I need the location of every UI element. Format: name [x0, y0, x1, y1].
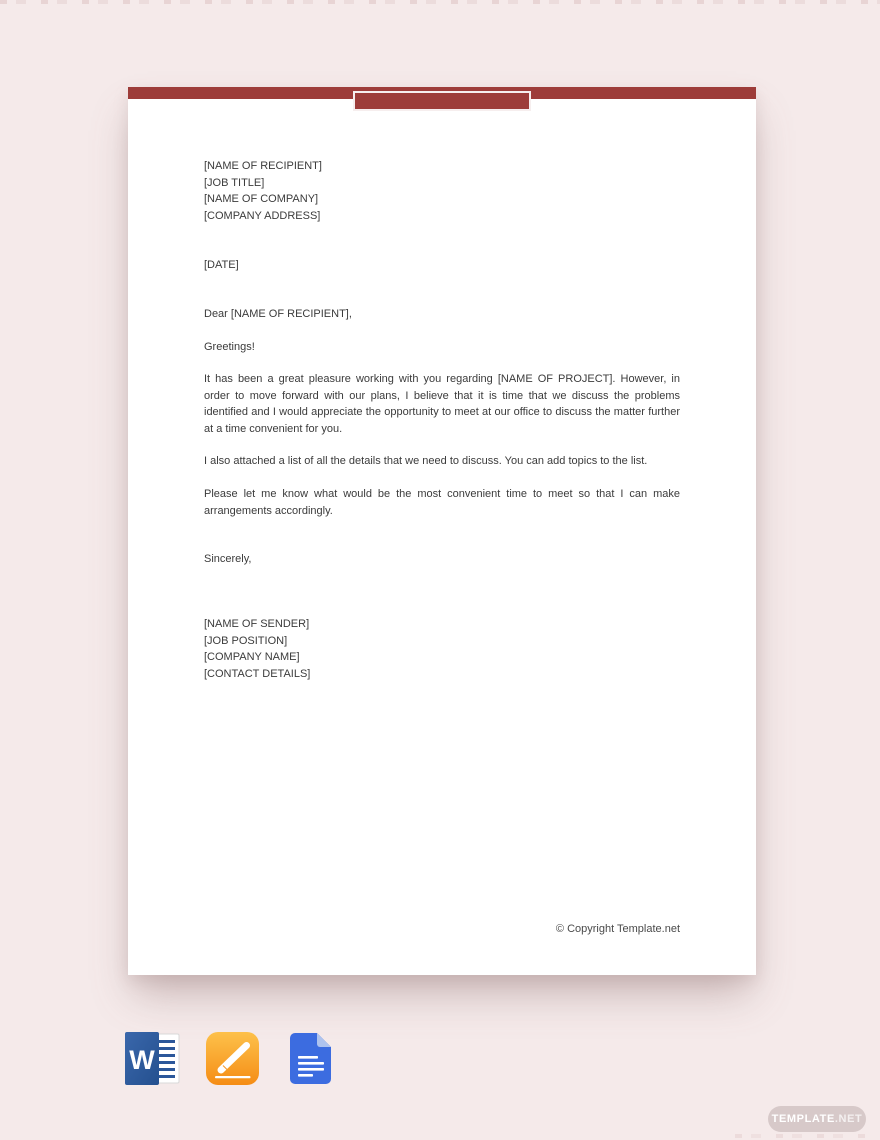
recipient-company-address-line: [COMPANY ADDRESS]	[204, 209, 321, 222]
letter-body	[128, 87, 756, 975]
recipient-address-block	[204, 158, 680, 224]
google-docs-icon[interactable]	[286, 1032, 336, 1085]
apple-pages-icon[interactable]	[206, 1032, 259, 1085]
cropped-text-remnant-top	[0, 0, 880, 4]
watermark-rest-text: .NET	[834, 1113, 863, 1125]
letter-page	[128, 87, 756, 975]
sender-company-line: [COMPANY NAME]	[204, 651, 300, 663]
body-paragraph-1: It has been a great pleasure working with you regarding [NAME OF PROJECT]. However, in order to move forward with our plans, I believe that it is time that we discuss the problems identified and I would appreciate the opportunity to meet at our office to discuss the matter further at a time convenient for you.	[204, 373, 680, 435]
closing-line: Sincerely,	[204, 553, 252, 565]
sender-name-line: [NAME OF SENDER]	[204, 618, 310, 630]
copyright-notice: © Copyright Template.net	[555, 923, 680, 935]
body-paragraph-2: I also attached a list of all the details that we need to discuss. You can add topics to the list.	[204, 455, 648, 467]
date-line: [DATE]	[204, 259, 239, 271]
watermark-bold-text: TEMPLATE	[771, 1113, 835, 1125]
recipient-job-title-line: [JOB TITLE]	[204, 176, 265, 189]
body-paragraph-3: Please let me know what would be the most convenient time to meet so that I can make arrangements accordingly.	[204, 488, 680, 517]
sender-signature-block	[204, 616, 680, 682]
ms-word-letter: W	[129, 1045, 155, 1075]
greeting-line: Greetings!	[204, 341, 255, 353]
file-format-icons-row	[125, 1032, 336, 1085]
salutation-line: Dear [NAME OF RECIPIENT],	[204, 308, 352, 320]
google-docs-icon-graphic	[286, 1032, 336, 1085]
sender-job-position-line: [JOB POSITION]	[204, 634, 288, 647]
apple-pages-icon-graphic	[206, 1032, 259, 1085]
template-net-watermark-badge	[768, 1106, 866, 1132]
ms-word-icon[interactable]	[125, 1032, 181, 1085]
cropped-text-remnant-bottom	[735, 1134, 865, 1138]
recipient-name-line: [NAME OF RECIPIENT]	[204, 160, 322, 172]
sender-contact-details-line: [CONTACT DETAILS]	[204, 667, 311, 680]
ms-word-icon-graphic	[125, 1032, 181, 1085]
recipient-company-line: [NAME OF COMPANY]	[204, 193, 319, 205]
